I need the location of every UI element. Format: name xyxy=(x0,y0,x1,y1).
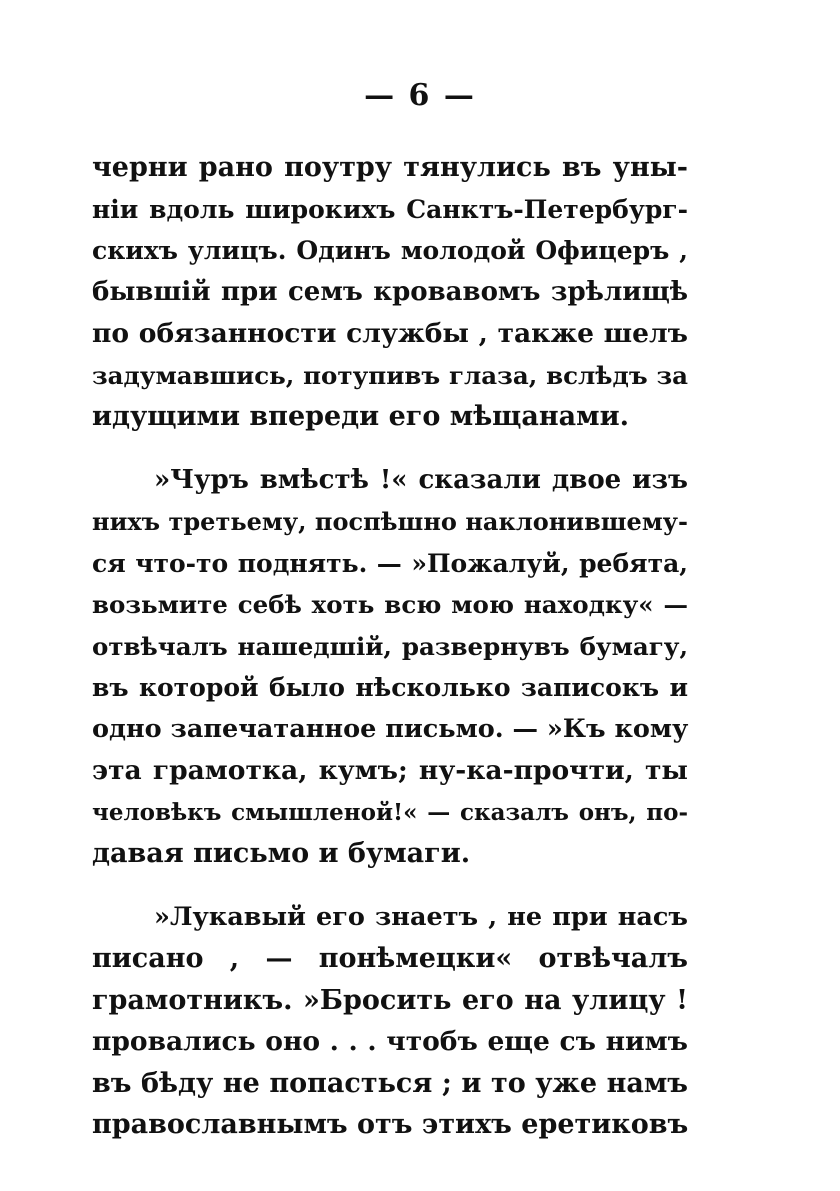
text-line: давая письмо и бумаги. xyxy=(92,838,471,869)
text-line: провались оно . . . чтобъ еще съ нимъ xyxy=(92,1026,688,1057)
text-line: »Чуръ вмѣстѣ !« сказали двое изъ xyxy=(154,464,688,495)
text-line: писано , — понѣмецки« отвѣчалъ xyxy=(92,943,688,974)
text-line: отвѣчалъ нашедшій, развернувъ бумагу, xyxy=(92,631,688,661)
text-line: православнымъ отъ этихъ еретиковъ xyxy=(92,1109,689,1140)
text-line: ніи вдоль широкихъ Санктъ-Петербург- xyxy=(92,194,688,224)
text-line: идущими впереди его мѣщанами. xyxy=(92,401,630,432)
text-line: человѣкъ смышленой!« — сказалъ онъ, по- xyxy=(92,798,688,826)
text-line: въ которой было нѣсколько записокъ и xyxy=(92,673,688,702)
paragraph-2 xyxy=(92,460,688,875)
text-line: нихъ третьему, поспѣшно наклонившему- xyxy=(92,507,688,536)
text-line: въ бѣду не попасться ; и то уже намъ xyxy=(92,1067,688,1099)
page-number: — 6 — xyxy=(364,78,476,113)
text-line: возьмите себѣ хоть всю мою находку« — xyxy=(92,590,688,619)
text-line: задумавшись, потупивъ глаза, вслѣдъ за xyxy=(92,360,688,390)
text-line: бывшій при семъ кровавомъ зрѣлищѣ xyxy=(92,276,688,307)
text-line: грамотникъ. »Бросить его на улицу ! xyxy=(92,984,688,1016)
text-line: по обязанности службы , также шелъ xyxy=(92,318,688,349)
text-line: одно запечатанное письмо. — »Къ кому xyxy=(92,713,689,744)
paragraph-1 xyxy=(92,147,688,438)
paragraph-3 xyxy=(92,897,688,1146)
text-line: скихъ улицъ. Одинъ молодой Офицеръ , xyxy=(92,236,688,265)
text-line: ся что-то поднять. — »Пожалуй, ребята, xyxy=(92,548,688,578)
text-line: »Лукавый его знаетъ , не при насъ xyxy=(154,901,688,932)
text-line: эта грамотка, кумъ; ну-ка-прочти, ты xyxy=(92,755,688,786)
text-line: черни рано поутру тянулись въ уны- xyxy=(92,152,688,183)
